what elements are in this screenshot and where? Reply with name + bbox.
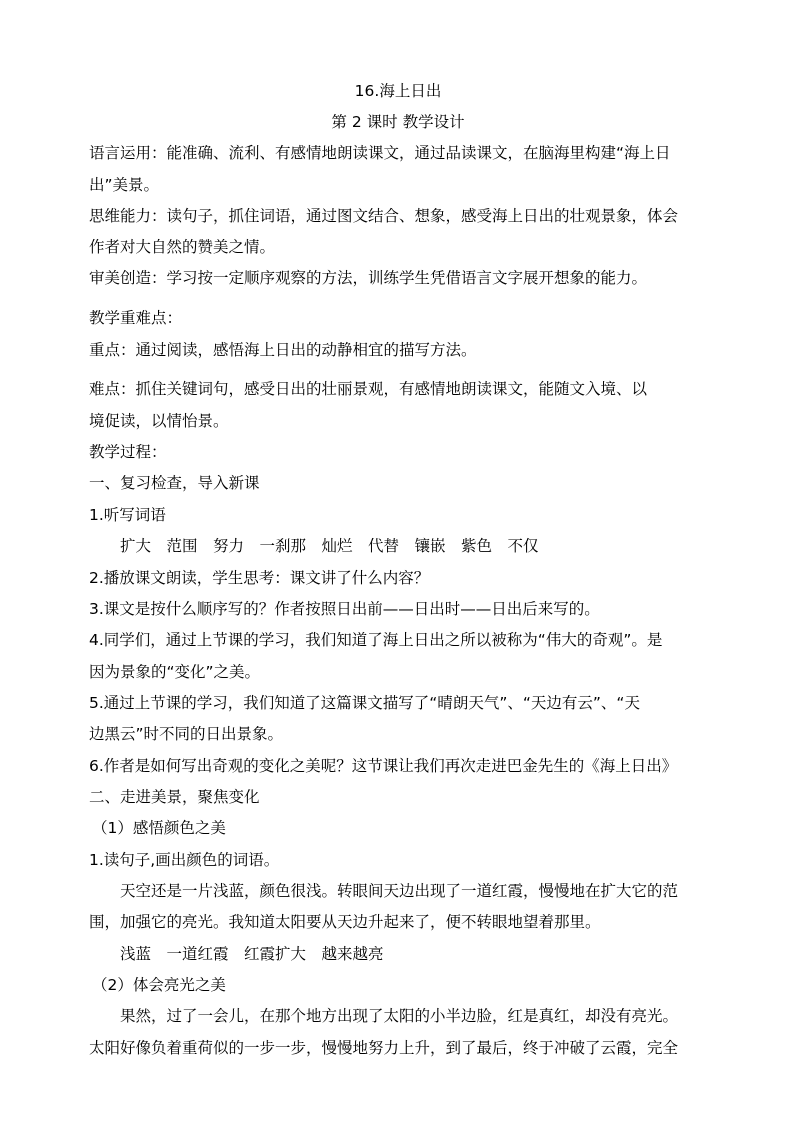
passage-line: 果然，过了一会儿，在那个地方出现了太阳的小半边脸，红是真红，却没有亮光。	[120, 1007, 679, 1025]
goal-line: 思维能力：读句子，抓住词语，通过图文结合、想象，感受海上日出的壮观景象，体会	[89, 207, 679, 225]
lesson-subtitle: 第 2 课时 教学设计	[331, 113, 465, 131]
step-item-cont: 边黑云”时不同的日出景象。	[89, 725, 284, 743]
hard-point-line: 难点：抓住关键词句，感受日出的壮丽景观，有感情地朗读课文，能随文入境、以	[89, 380, 648, 398]
dictation-words: 扩大 范围 努力 一刹那 灿烂 代替 镶嵌 紫色 不仅	[120, 537, 539, 555]
passage-line: 围，加强它的亮光。我知道太阳要从天边升起来了，便不转眼地望着那里。	[89, 913, 601, 931]
section-heading-2: 二、走进美景，聚焦变化	[89, 788, 260, 806]
step-item: 5.通过上节课的学习，我们知道了这篇课文描写了“晴朗天气”、“天边有云”、“天	[89, 694, 640, 712]
goal-line: 语言运用：能准确、流利、有感情地朗读课文，通过品读课文，在脑海里构建“海上日	[89, 144, 671, 162]
goal-line: 审美创造：学习按一定顺序观察的方法，训练学生凭借语言文字展开想象的能力。	[89, 269, 648, 287]
passage-line: 天空还是一片浅蓝，颜色很浅。转眼间天边出现了一道红霞，慢慢地在扩大它的范	[120, 882, 679, 900]
lesson-title: 16.海上日出	[354, 82, 442, 100]
step-item: 2.播放课文朗读，学生思考：课文讲了什么内容？	[89, 569, 430, 587]
passage-line: 太阳好像负着重荷似的一步一步，慢慢地努力上升，到了最后，终于冲破了云霞，完全	[89, 1039, 679, 1057]
section-heading-1: 一、复习检查，导入新课	[89, 474, 260, 492]
color-words: 浅蓝 一道红霞 红霞扩大 越来越亮	[120, 945, 384, 963]
sub-heading: （2）体会亮光之美	[92, 976, 226, 994]
step-item: 1.读句子,画出颜色的词语。	[89, 851, 280, 869]
step-item: 1.听写词语	[89, 506, 166, 524]
hard-point-line: 境促读，以情怡景。	[89, 412, 229, 430]
difficulty-heading: 教学重难点：	[89, 309, 183, 327]
key-point: 重点：通过阅读，感悟海上日出的动静相宜的描写方法。	[89, 341, 477, 359]
step-item: 3.课文是按什么顺序写的？作者按照日出前——日出时——日出后来写的。	[89, 600, 600, 618]
process-heading: 教学过程：	[89, 443, 167, 461]
step-item-cont: 因为景象的“变化”之美。	[89, 663, 261, 681]
step-item: 6.作者是如何写出奇观的变化之美呢？这节课让我们再次走进巴金先生的《海上日出》	[89, 757, 678, 775]
step-item: 4.同学们，通过上节课的学习，我们知道了海上日出之所以被称为“伟大的奇观”。是	[89, 631, 663, 649]
sub-heading: （1）感悟颜色之美	[92, 819, 226, 837]
goal-line: 作者对大自然的赞美之情。	[89, 238, 276, 256]
goal-line: 出”美景。	[89, 176, 160, 194]
